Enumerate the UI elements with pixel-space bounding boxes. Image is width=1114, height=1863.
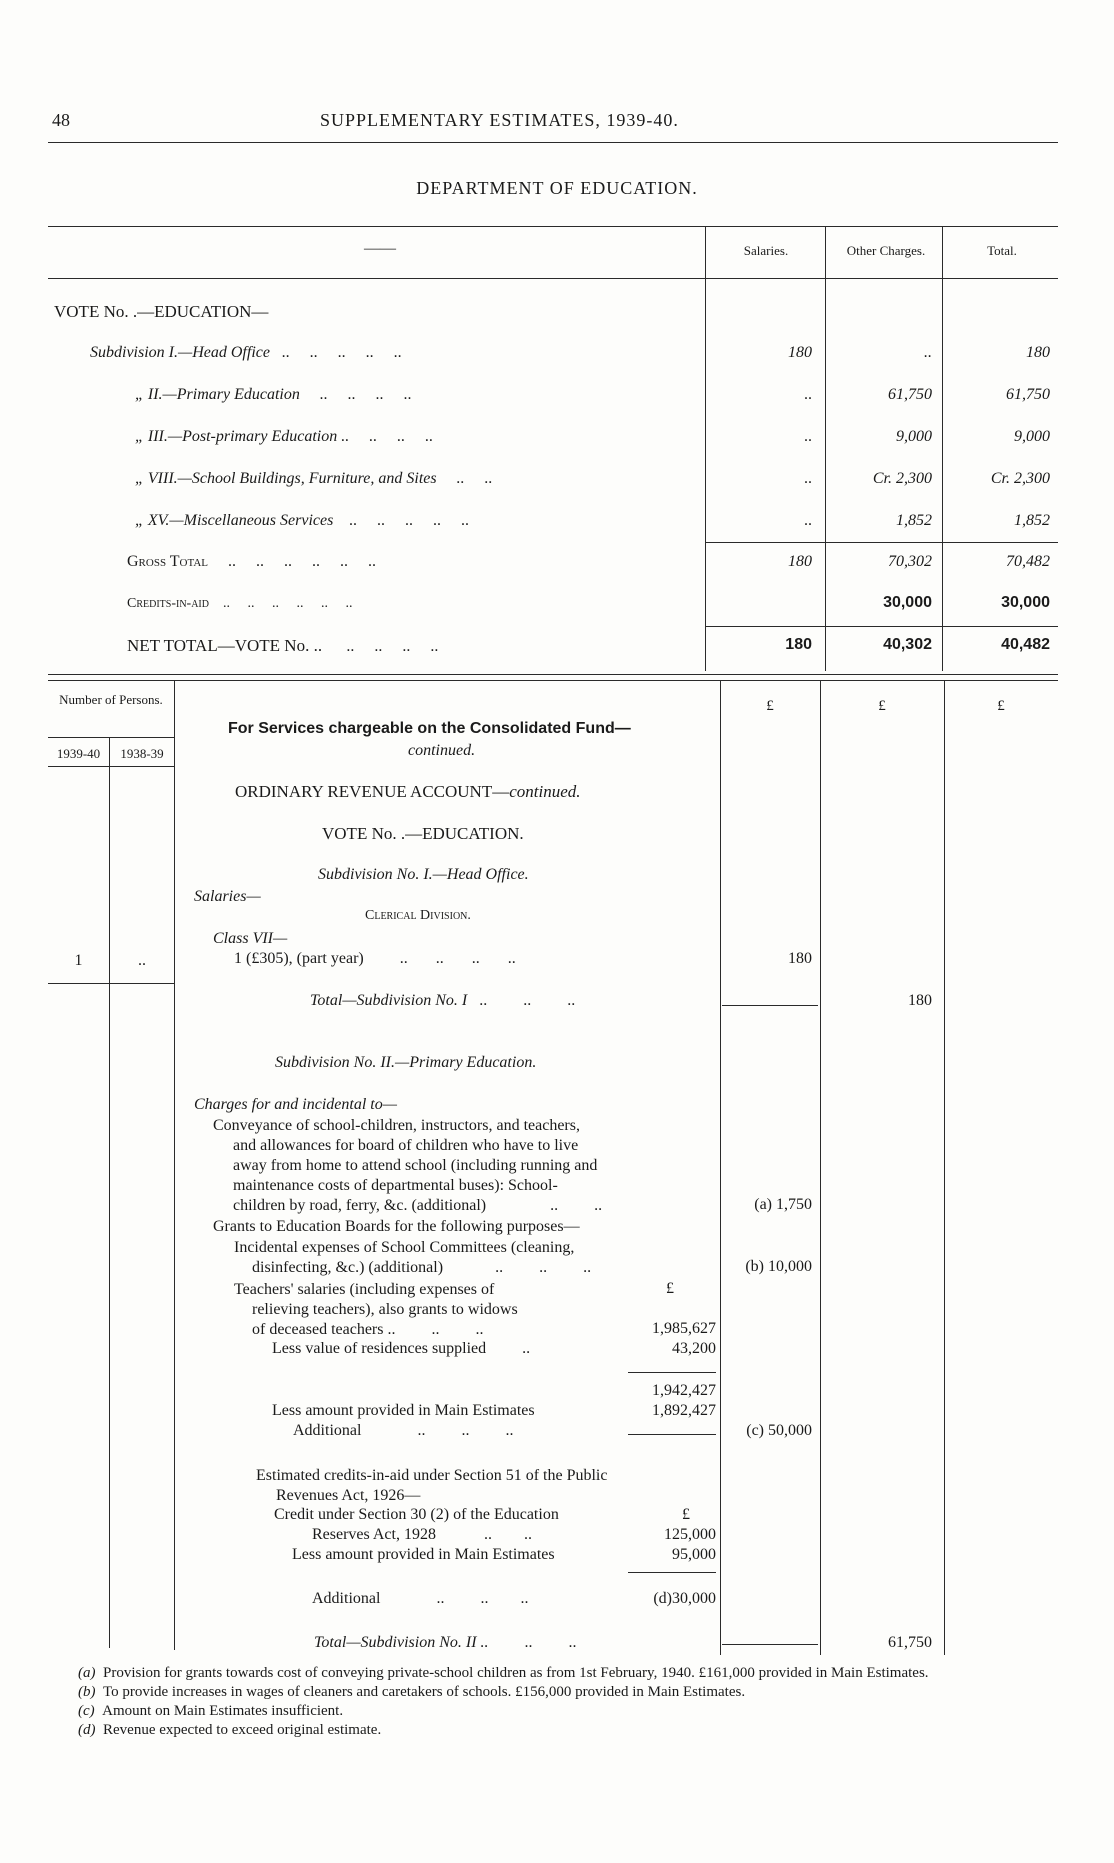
persons-1938-value: .. <box>138 952 146 969</box>
less-residences-label: Less value of residences supplied .. <box>272 1340 531 1357</box>
additional-amount: (c) 50,000 <box>746 1422 812 1439</box>
footnote-b: (b) To provide increases in wages of cleaners and caretakers of schools. £156,000 provided in Main Estimates. <box>78 1684 746 1700</box>
less-main2-label: Less amount provided in Main Estimates <box>292 1546 555 1563</box>
reserves-value: 125,000 <box>664 1526 716 1543</box>
summary-col-other: Other Charges. <box>846 243 926 258</box>
persons-header-rule <box>48 737 174 738</box>
persons-divider <box>109 738 110 1648</box>
sub1-heading: Subdivision No. I.—Head Office. <box>318 866 529 883</box>
persons-row-rule <box>48 983 174 984</box>
net-total-salaries: 180 <box>785 636 812 653</box>
less-main2-value: 95,000 <box>672 1546 716 1563</box>
clerical-division: Clerical Division. <box>365 908 471 923</box>
less-main-value: 1,892,427 <box>652 1402 716 1419</box>
less-main-label: Less amount provided in Main Estimates <box>272 1402 535 1419</box>
summary-row-salaries: .. <box>804 386 812 403</box>
summary-row-total: 180 <box>1026 344 1050 361</box>
summary-row-label: „ XV.—Miscellaneous Services .. .. .. .. .. <box>135 512 470 529</box>
less-residences-value: 43,200 <box>672 1340 716 1357</box>
total-sub1-value: 180 <box>908 992 932 1009</box>
summary-row-salaries: .. <box>804 428 812 445</box>
additional2-value: (d)30,000 <box>653 1590 716 1607</box>
total-sub2-label: Total—Subdivision No. II .. .. .. <box>314 1634 577 1651</box>
teachers-text: Teachers' salaries (including expenses of relieving teachers), also grants to widows of deceased teachers .. .. .. <box>234 1281 518 1338</box>
salaries-pound: £ <box>766 698 774 714</box>
gross-total-label: Gross Total .. .. .. .. .. .. <box>127 553 377 570</box>
total-sub2-value: 61,750 <box>888 1634 932 1651</box>
footnote-d: (d) Revenue expected to exceed original estimate. <box>78 1722 382 1738</box>
credit-line-1: Credit under Section 30 (2) of the Education <box>274 1506 559 1523</box>
summary-row-salaries: 180 <box>788 344 812 361</box>
summary-row-other: 61,750 <box>888 386 932 403</box>
detail-divider-1 <box>720 680 721 1655</box>
summary-row-salaries: .. <box>804 512 812 529</box>
summary-divider-1 <box>705 226 706 671</box>
summary-vote-heading: VOTE No. .—EDUCATION— <box>54 302 269 321</box>
teachers-value: 1,985,627 <box>652 1320 716 1337</box>
credits-text: Estimated credits-in-aid under Section 51 of the Public Revenues Act, 1926— <box>256 1467 608 1504</box>
running-title: SUPPLEMENTARY ESTIMATES, 1939-40. <box>320 110 679 130</box>
summary-top-rule <box>48 226 1058 227</box>
summary-row-other: .. <box>924 344 932 361</box>
gross-total-total: 70,482 <box>1006 553 1050 570</box>
detail-top-rule <box>48 680 1058 681</box>
summary-row-label: „ II.—Primary Education .. .. .. .. <box>135 386 412 403</box>
class-vii-label: Class VII— <box>213 930 288 947</box>
footnote-c: (c) Amount on Main Estimates insufficient. <box>78 1703 344 1719</box>
additional-rule <box>628 1434 716 1435</box>
subtotal-value: 1,942,427 <box>652 1382 716 1399</box>
sub2-heading: Subdivision No. II.—Primary Education. <box>275 1054 537 1071</box>
footnotes <box>78 1664 1058 1740</box>
gross-total-other: 70,302 <box>888 553 932 570</box>
charges-label: Charges for and incidental to— <box>194 1096 397 1113</box>
persons-year-rule <box>48 766 174 767</box>
persons-year-1939: 1939-40 <box>56 746 101 761</box>
conveyance-amount: (a) 1,750 <box>754 1196 812 1213</box>
summary-row-label: „ III.—Post-primary Education .. .. .. .. <box>135 428 434 445</box>
additional-label: Additional .. .. .. <box>293 1422 514 1439</box>
credits-other: 30,000 <box>883 594 932 611</box>
detail-divider-3 <box>944 680 945 1655</box>
reserves-label: Reserves Act, 1928 .. .. <box>312 1526 532 1543</box>
summary-row-other: 9,000 <box>896 428 932 445</box>
persons-header: Number of Persons. <box>59 692 163 707</box>
page-number: 48 <box>52 110 70 130</box>
net-total-label: NET TOTAL—VOTE No. .. .. .. .. .. <box>127 636 439 655</box>
summary-col-dash: —— <box>364 240 396 257</box>
persons-right-border <box>174 680 175 1650</box>
net-total-other: 40,302 <box>883 636 932 653</box>
summary-divider-3 <box>942 226 943 671</box>
summary-row-other: Cr. 2,300 <box>872 470 932 487</box>
credits-label: Credits-in-aid .. .. .. .. .. .. <box>127 596 353 611</box>
summary-row-total: Cr. 2,300 <box>990 470 1050 487</box>
vote-line: VOTE No. .—EDUCATION. <box>322 824 524 843</box>
summary-row-label: Subdivision I.—Head Office .. .. .. .. .. <box>90 344 402 361</box>
credits-total: 30,000 <box>1001 594 1050 611</box>
summary-row-salaries: .. <box>804 470 812 487</box>
summary-row-total: 1,852 <box>1014 512 1050 529</box>
summary-row-total: 9,000 <box>1014 428 1050 445</box>
incidental-text: Incidental expenses of School Committees (cleaning, disinfecting, &c.) (additional) .. .. .. <box>234 1239 592 1276</box>
summary-row-total: 61,750 <box>1006 386 1050 403</box>
grants-line: Grants to Education Boards for the following purposes— <box>213 1218 580 1235</box>
gross-total-salaries: 180 <box>788 553 812 570</box>
teachers-pound: £ <box>666 1280 674 1297</box>
salaries-label: Salaries— <box>194 888 261 905</box>
summary-bottom-rule <box>48 674 1058 675</box>
gross-total-rule <box>705 542 1058 543</box>
credits-rule <box>628 1572 716 1573</box>
header-rule <box>48 142 1058 143</box>
persons-year-1938: 1938-39 <box>120 746 164 761</box>
footnote-a: (a) Provision for grants towards cost of conveying private-school children as from 1st February, 1940. £161,000 provided in Main Estimates. <box>78 1665 929 1681</box>
total-pound: £ <box>997 698 1005 714</box>
summary-col-salaries: Salaries. <box>743 243 789 258</box>
detail-divider-2 <box>820 680 821 1655</box>
net-total-rule <box>705 626 1058 627</box>
fund-heading: For Services chargeable on the Consolidated Fund— <box>228 720 631 737</box>
total-sub1-label: Total—Subdivision No. I .. .. .. <box>310 992 576 1009</box>
incidental-amount: (b) 10,000 <box>745 1258 812 1275</box>
class-line: 1 (£305), (part year) .. .. .. .. <box>234 950 516 967</box>
credit-pound: £ <box>682 1506 690 1523</box>
class-amount: 180 <box>788 950 812 967</box>
summary-row-label: „ VIII.—School Buildings, Furniture, and Sites .. .. <box>135 470 493 487</box>
account-heading: ORDINARY REVENUE ACCOUNT—continued. <box>235 782 581 801</box>
fund-continued: continued. <box>408 742 476 759</box>
summary-row-other: 1,852 <box>896 512 932 529</box>
total-sub2-rule <box>722 1644 818 1645</box>
residences-rule <box>628 1372 716 1373</box>
net-total-total: 40,482 <box>1001 636 1050 653</box>
conveyance-text: Conveyance of school-children, instructors, and teachers, and allowances for board of children who have to live away from home to attend school (including running and maintenance costs of departmental buses): School- children by road, ferry, &c. (additional) .. .. <box>213 1117 603 1214</box>
additional2-label: Additional .. .. .. <box>312 1590 529 1607</box>
summary-header-rule <box>48 278 1058 279</box>
other-pound: £ <box>878 698 886 714</box>
summary-col-total: Total. <box>987 243 1017 258</box>
persons-1939-value: 1 <box>74 952 83 969</box>
total-sub1-rule <box>722 1005 818 1006</box>
department-title: DEPARTMENT OF EDUCATION. <box>416 178 698 198</box>
